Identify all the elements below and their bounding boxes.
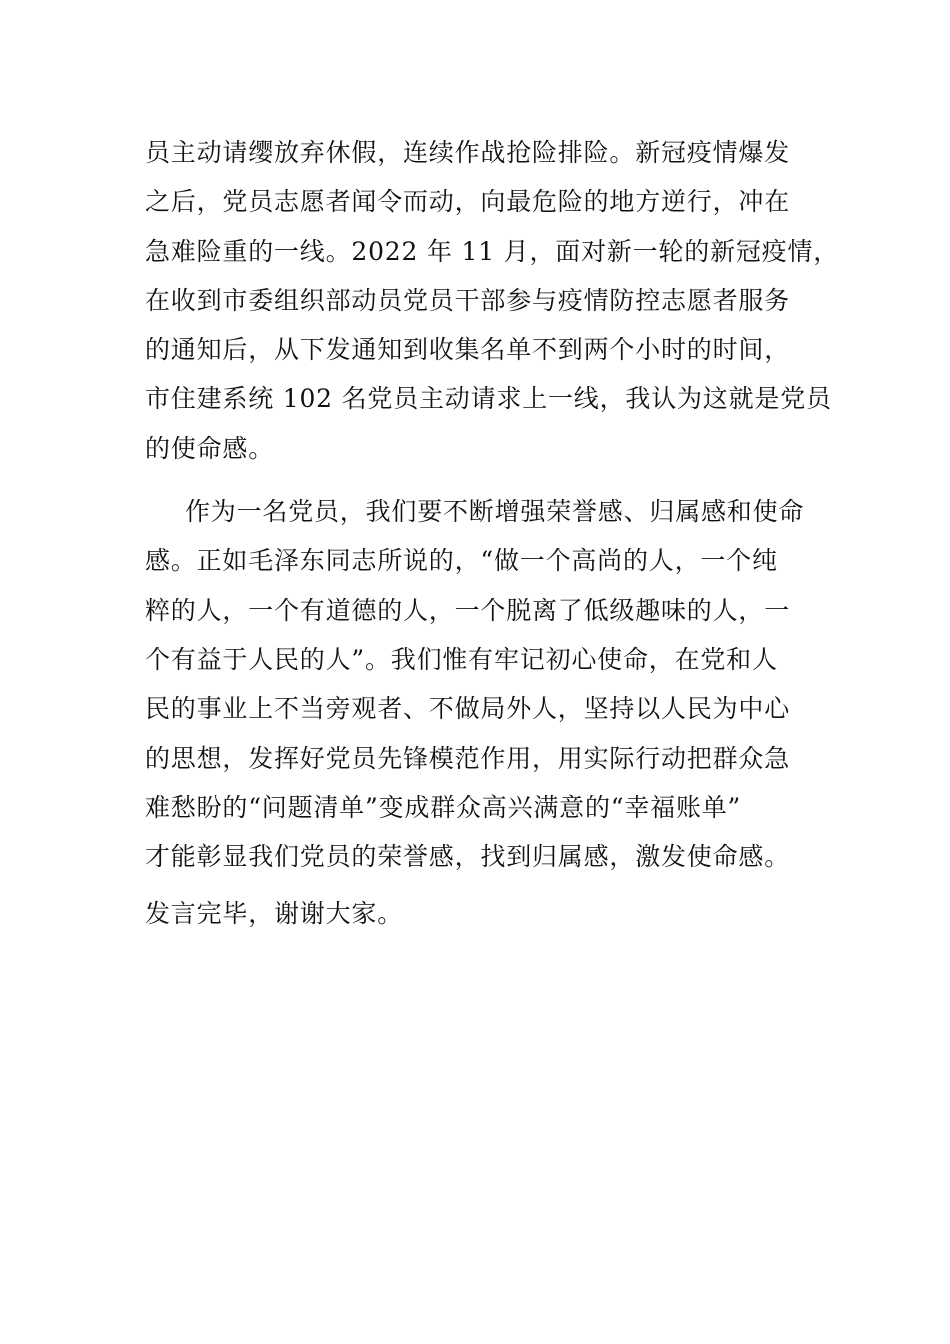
paragraph-2: [145, 487, 807, 881]
paragraph-line: 的使命感。: [145, 433, 275, 463]
paragraph-line: 粹的人，一个有道德的人，一个脱离了低级趣味的人，一: [145, 595, 791, 625]
paragraph-line: 感。正如毛泽东同志所说的，“做一个高尚的人，一个纯: [145, 546, 778, 576]
paragraph-line: 作为一名党员，我们要不断增强荣誉感、归属感和使命: [185, 497, 805, 527]
closing-paragraph: [145, 889, 807, 938]
paragraph-line: 才能彰显我们党员的荣誉感，找到归属感，激发使命感。: [145, 842, 791, 872]
paragraph-spacer: [145, 473, 807, 487]
paragraph-line: 个有益于人民的人”。我们惟有牢记初心使命，在党和人: [145, 644, 778, 674]
paragraph-line: 员主动请缨放弃休假，连续作战抢险排险。新冠疫情爆发: [145, 138, 791, 167]
paragraph-line: 的通知后，从下发通知到收集名单不到两个小时的时间，: [145, 335, 791, 365]
paragraph-line: 民的事业上不当旁观者、不做局外人，坚持以人民为中心: [145, 694, 791, 724]
paragraph-line: 之后，党员志愿者闻令而动，向最危险的地方逆行，冲在: [145, 187, 791, 217]
paragraph-line: 市住建系统 102 名党员主动请求上一线，我认为这就是党员: [145, 384, 832, 414]
paragraph-line: 急难险重的一线。2022 年 11 月，面对新一轮的新冠疫情，: [145, 236, 840, 266]
paragraph-1: [145, 128, 840, 473]
document-body: [145, 128, 840, 939]
closing-line: 发言完毕，谢谢大家。: [145, 899, 404, 929]
paragraph-line: 的思想，发挥好党员先锋模范作用，用实际行动把群众急: [145, 743, 791, 773]
paragraph-spacer: [145, 881, 807, 889]
paragraph-line: 难愁盼的“问题清单”变成群众高兴满意的“幸福账单”: [145, 792, 742, 822]
paragraph-line: 在收到市委组织部动员党员干部参与疫情防控志愿者服务: [145, 285, 791, 315]
